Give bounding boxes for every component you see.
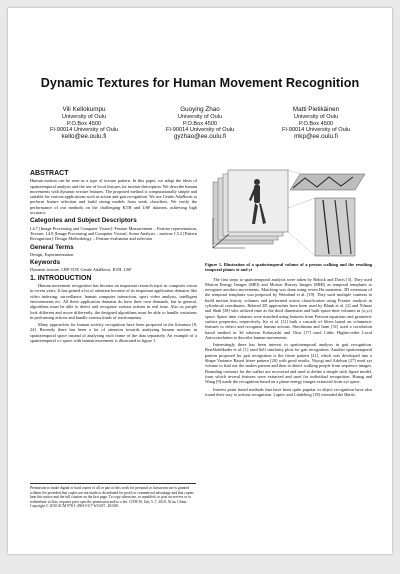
permission-notice: Permission to make digital or hard copies of all or part of this work for personal or classroom use is granted without fee provided that copies are not made or distributed for profit or commercial advantage and that copies bear this notice and the full citation on the first page. To copy otherwise, or republish, to post on servers or to redistribute to lists, requires prior specific permission and/or a fee. CIVR'10, July 5–7, 2010, Xi'an, China. Copyright © 2010 ACM 978-1-4503-0117-6/10/07...$10.00. [30, 483, 196, 509]
intro-paragraph: Human movement recognition has become an important research topic in computer vision in recent years. It has gained a lot of attention because of its important application domains like video indexing, surveillance, human computer interaction, sport video analysis, intelligent environments etc. All these application domains do have their own demands, but in general, algorithms must be able to detect and recognize various actions in real time. Also as people look different and move differently, the designed algorithms must be able to handle variations in performing actions and handle various kinds of environments. [30, 283, 197, 320]
introduction-heading: 1. INTRODUCTION [30, 274, 92, 282]
body-paragraph: Interestingly there has been interest to spatiotemporal analysis in gait recognition. BenAbdelkader et al. [1] used Self similarity plots for gait recognition. Another spatiotemporal pattern proposed for gait recognition is the frieze pattern [21], which was developed into a Shape Variance Based frieze pattern [20] with good results. Niyogi and Adelson [27] used xyt volume to find out the snakes pattern and then to detect walking people from sequence images. Bounding contours for the walker are recovered and used to define a simple stick figure model, from which several features were extracted and used for individual recognition. Huang and Wang [9] made the recognition based on a phase energy images extracted from xyt space. [205, 342, 372, 385]
yt-plane [315, 198, 355, 256]
keywords-heading: Keywords [30, 259, 61, 267]
author-address: P.O.Box 4500 [298, 120, 334, 127]
author-address: P.O.Box 4500 [182, 120, 218, 127]
spatiotemporal-volume-illustration [205, 168, 372, 260]
author-address: FI-90014 University of Oulu [49, 127, 119, 133]
left-column [30, 168, 197, 345]
frame-stack [213, 170, 288, 244]
categories-heading: Categories and Subject Descriptors [30, 217, 137, 225]
author-name: Vili Kellokumpu [62, 106, 106, 113]
keywords-text: Dynamic texture, LBP-TOP, Gentle AdaBoost, KTH, USF [30, 267, 132, 273]
author-block [32, 106, 368, 140]
abstract-text: Human motion can be seen as a type of texture pattern. In this paper, we adopt the ideas of spatiotemporal analysis and the use of local features for motion description. We describe human movements with dynamic texture features. The proposed method is computationally simple and suitable for various applications such as action and gait recognition. We use Gentle AdaBoost to perform feature selection and build strong models from weak classifiers. We verify the performance of our methods on the challenging KTH and USF datasets, achieving high accuracy. [30, 178, 197, 216]
intro-paragraph: Many approaches for human activity recognition have been proposed in the literature [8, 24]. Recently there has been a lot of attention towards analyzing human motions in spatiotemporal space instead of analyzing each frame of the data separately. An example of a spatiotemporal x-t space with human movement is illustrated in figure 1. [30, 322, 197, 344]
author-affiliation: University of Oulu [61, 114, 107, 120]
author-affiliation: University of Oulu [177, 114, 223, 120]
author-address: P.O.Box 4500 [66, 120, 102, 127]
figure-1 [205, 168, 372, 260]
author-name: Matti Pietikäinen [292, 106, 340, 113]
body-paragraph: Interest point based methods that have been quite popular in object recognition have also found their way to actions recognition. Laptev and Lindeberg [18] extended the Harris [205, 386, 372, 397]
author-email: gyzhao@ee.oulu.fi [173, 132, 227, 140]
author-address: FI-90014 University of Oulu [165, 127, 235, 133]
author-2 [148, 106, 252, 140]
xt-plane [290, 174, 365, 190]
figure-caption: Figure 1. Illustration of a spatiotemporal volume of a person walking and the resulting temporal planes xt and yt [205, 262, 372, 273]
author-email: mkp@ee.oulu.fi [294, 132, 338, 140]
paper-page [8, 8, 392, 554]
general-terms-text: Design, Experimentation [30, 251, 74, 257]
author-address: FI-90014 University of Oulu [281, 127, 351, 133]
general-terms-heading: General Terms [30, 243, 74, 251]
author-affiliation: University of Oulu [293, 114, 339, 120]
right-column [205, 168, 372, 399]
author-3 [264, 106, 368, 140]
paper-title: Dynamic Textures for Human Movement Recognition [40, 76, 360, 90]
author-email: kello@ee.oulu.fi [61, 132, 107, 140]
categories-text: I.4.7 [Image Processing and Computer Vision]: Feature Measurement – Feature representation, Texture; I.4.8 [Image Processing and Computer Vision]: Scene Analysis – motion; I.5.2 [Pattern Recognition]: Design Methodology – Feature evaluation and selection [30, 225, 197, 242]
abstract-heading: ABSTRACT [30, 170, 69, 177]
body-paragraph: The first steps to spatiotemporal analysis were taken by Bobick and Davis [3]. They used Motion Energy Images (MEI) and Motion History Images (MHI) as temporal templates to recognize aerobics movements. Matching was done using seven Hu moments. 3D extension of the temporal templates was proposed by Weinland et al. [19]. They used multiple cameras to build motion history volumes and performed action classification using Fourier analysis in cylindrical coordinates. Related 3D approaches have been used by Blank et al. [2] and Yilmaz and Shah [38] who utilized time as the third dimension and built space-time volumes in (x,y,t) space. Space time volumes were matched using features from Poisson equations and geometric surface properties, respectively. Ke et al. [11] built a cascade of filters based on volumetric features to detect and recognize human actions. Shechtman and Irani [31] used a correlation based method in 3d whereas Kobayashi and Otsu [17] used Cubic Higher-order Local Autocorrelation to describe human movements. [205, 276, 372, 340]
author-1 [32, 106, 136, 140]
author-name: Guoying Zhao [180, 106, 220, 113]
